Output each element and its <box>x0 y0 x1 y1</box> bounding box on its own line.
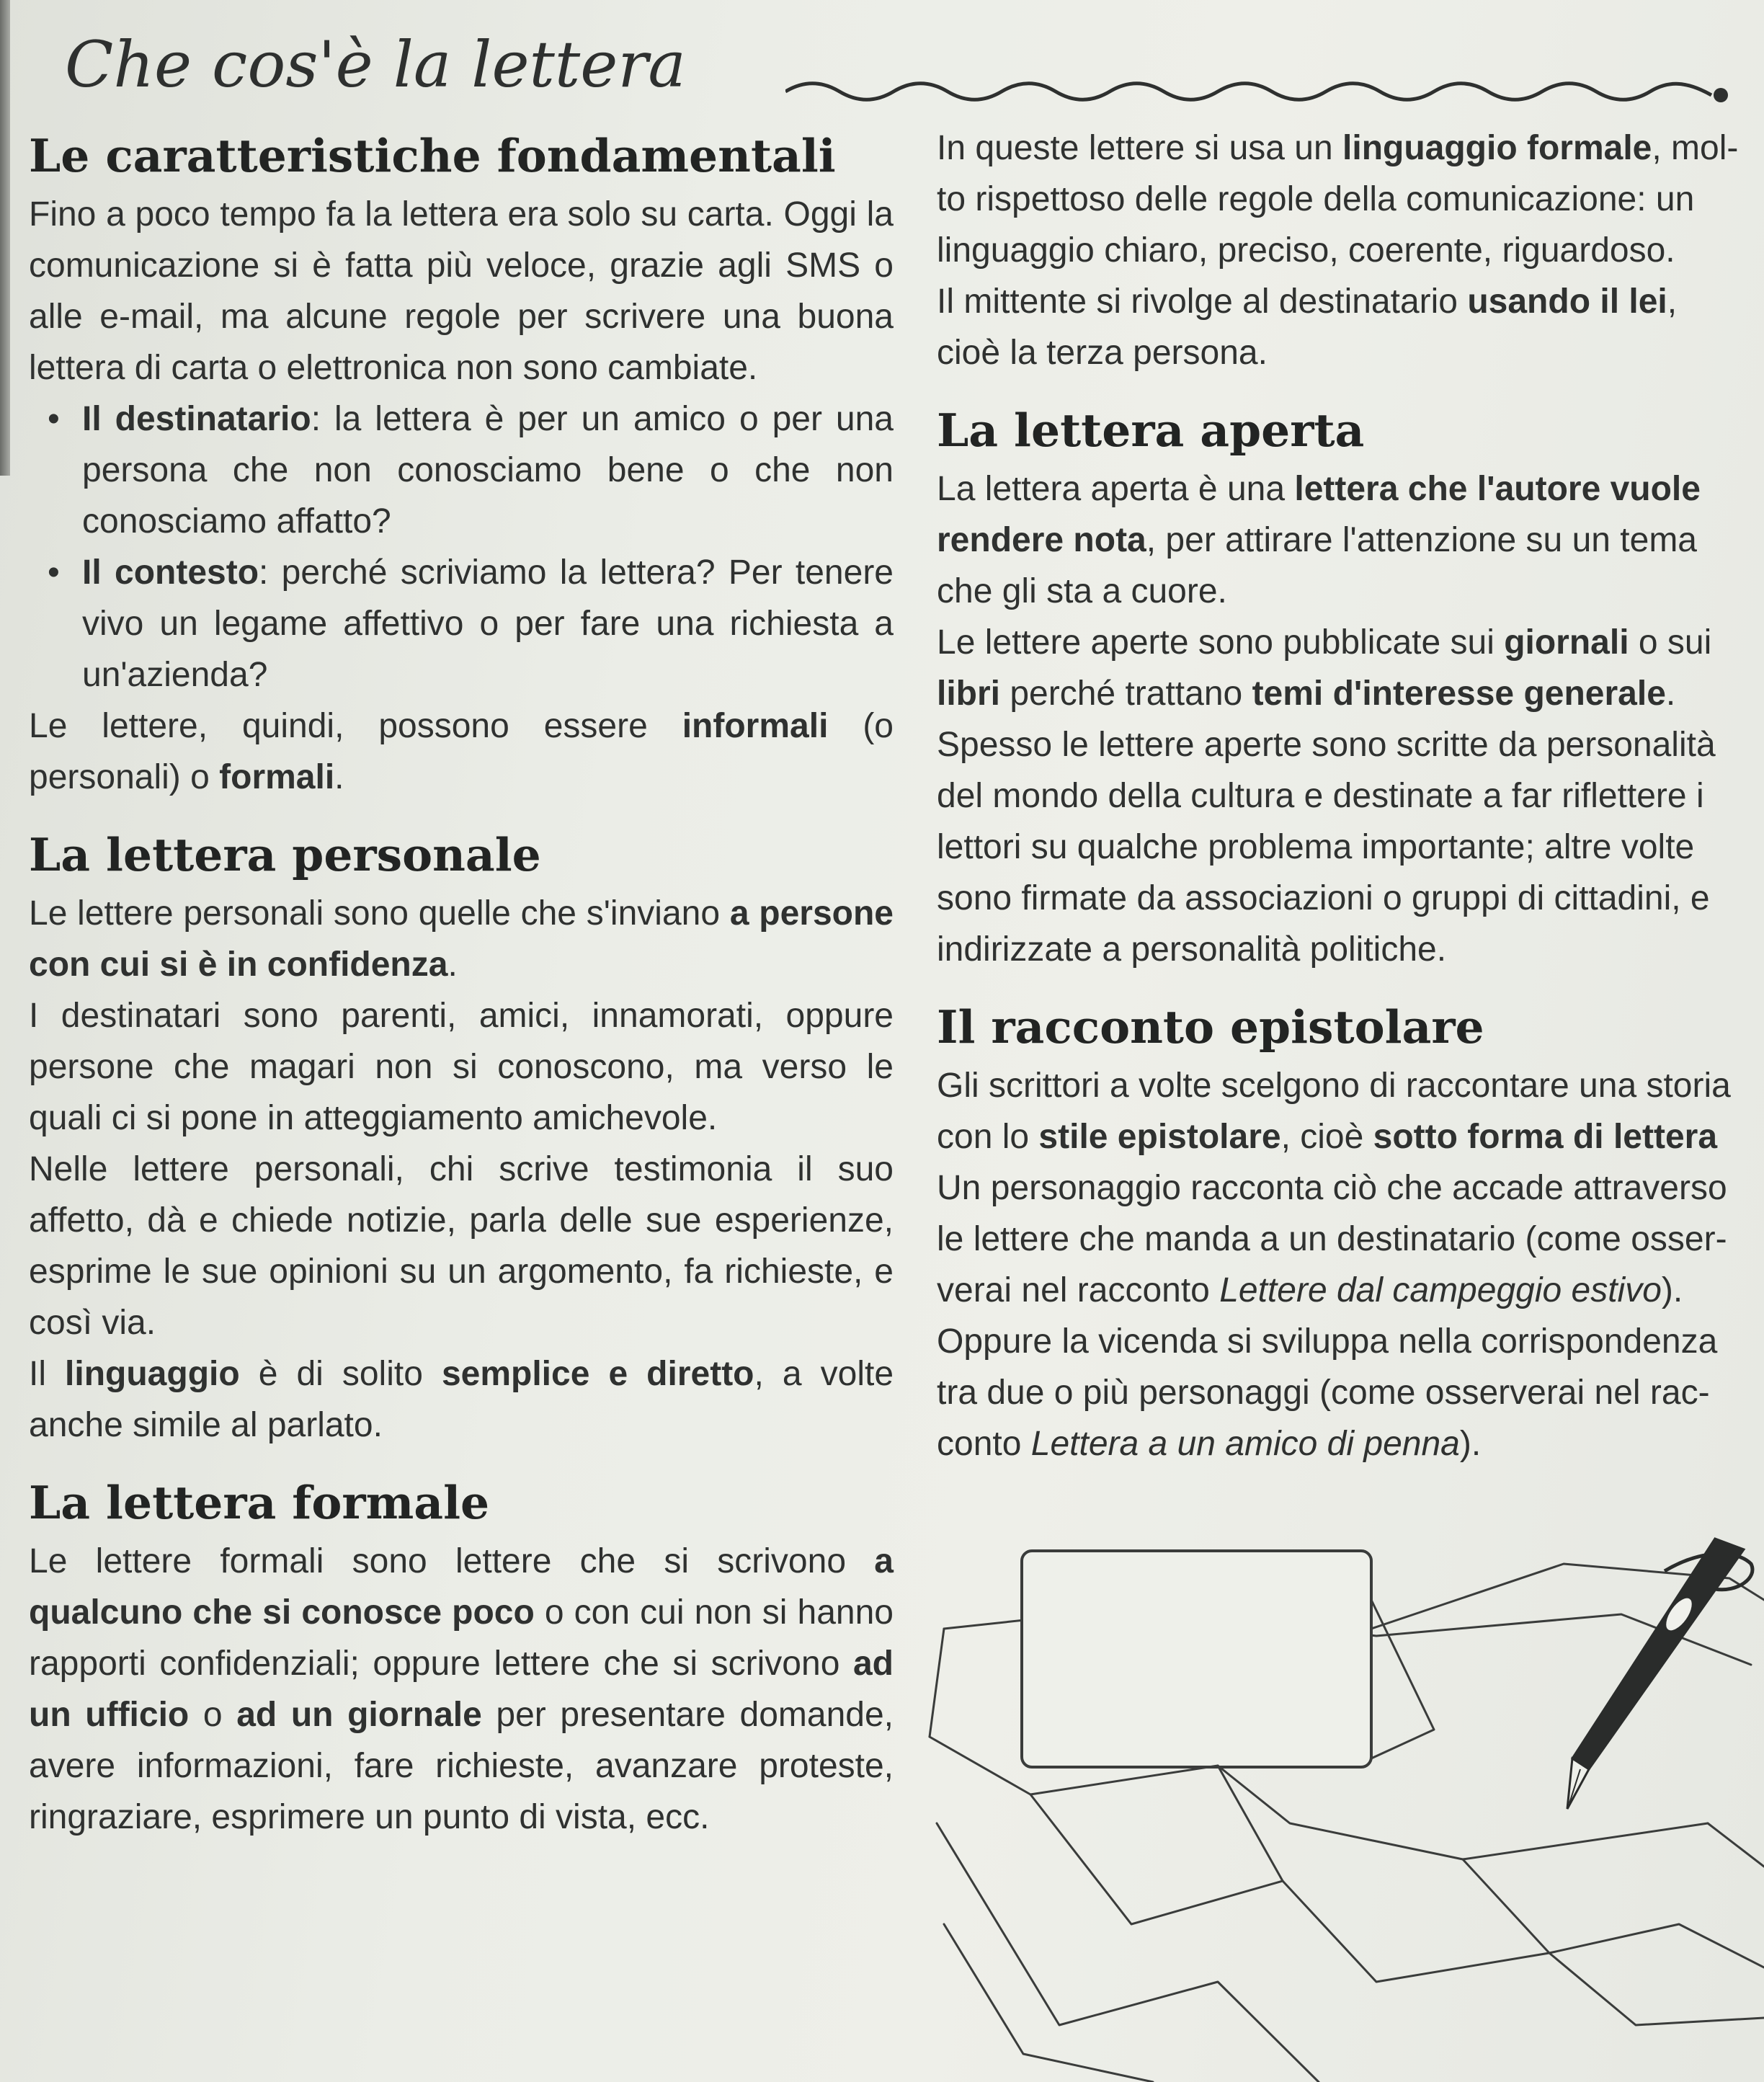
aperta-line-10: indirizzate a personalità politiche. <box>937 930 1447 969</box>
page-title: Che cos'è la lettera <box>65 27 686 102</box>
bullet-contesto-term: Il contesto <box>82 553 259 592</box>
section-aperta <box>937 397 1764 975</box>
text-run: ). <box>1661 1271 1683 1309</box>
bold-term: sotto forma di lettera <box>1373 1118 1718 1156</box>
bold-term: rendere nota <box>937 521 1146 559</box>
page-title-area <box>65 14 1751 115</box>
bold-term: informali <box>682 707 829 745</box>
text-run: In queste lettere si usa un <box>937 129 1343 167</box>
text-run: Le lettere formali sono lettere che si scrivono <box>29 1542 875 1580</box>
text-run: . <box>334 758 344 796</box>
aperta-line-5 <box>937 668 1764 719</box>
heading-epistolare: Il racconto epistolare <box>937 1000 1484 1054</box>
section-epistolare <box>937 994 1764 1469</box>
heading-aperta: La lettera aperta <box>937 404 1365 457</box>
paragraph-personale-2: I destinatari sono parenti, amici, innamorati, oppure persone che magari non si conoscono, ma verso le quali ci si pone in atteggiamento amichevole. <box>29 997 894 1137</box>
text-run: perché trattano <box>1000 675 1252 713</box>
epistolare-line-2 <box>937 1111 1764 1162</box>
bold-term: stile epistolare <box>1038 1118 1281 1156</box>
epistolare-line-7: tra due o più personaggi (come osserverai nel rac- <box>937 1374 1710 1412</box>
text-run: Le lettere aperte sono pubblicate sui <box>937 623 1505 662</box>
bullet-destinatario <box>82 393 894 547</box>
bullet-contesto-text: : perché scriviamo la lettera? Per tenere vivo un legame affettivo o per fare una richiesta a un'azienda? <box>82 553 894 694</box>
text-run: (o personali) o <box>29 707 894 796</box>
formale-line-4 <box>937 276 1764 327</box>
paragraph-personale-4 <box>29 1348 894 1451</box>
section-personale <box>29 822 894 1451</box>
envelope-pen-illustration <box>915 1521 1764 2082</box>
formale-line-5: cioè la terza persona. <box>937 334 1268 372</box>
formale-line-2: to rispettoso delle regole della comunicazione: un <box>937 180 1695 218</box>
text-run: o con cui non si hanno rapporti confidenziali; oppure lettere che si scrivono <box>29 1593 894 1683</box>
text-run: , cioè <box>1280 1118 1373 1156</box>
text-run: per presentare domande, avere informazioni, fare richieste, avanzare proteste, ringraziare, esprimere un punto di vista, ecc. <box>29 1696 894 1836</box>
text-run: conto <box>937 1425 1031 1463</box>
aperta-line-6: Spesso le lettere aperte sono scritte da personalità <box>937 726 1716 764</box>
text-run: Le lettere, quindi, possono essere <box>29 707 682 745</box>
text-run: verai nel racconto <box>937 1271 1220 1309</box>
bullet-list <box>29 393 894 700</box>
epistolare-line-6: Oppure la vicenda si sviluppa nella corrispondenza <box>937 1322 1718 1361</box>
bold-term: formali <box>219 758 335 796</box>
bold-term: linguaggio formale <box>1342 129 1652 167</box>
aperta-line-3: che gli sta a cuore. <box>937 572 1227 610</box>
bold-term: usando il lei <box>1467 283 1667 321</box>
bold-term: giornali <box>1504 623 1629 662</box>
bold-term: lettera che l'autore vuole <box>1294 470 1701 508</box>
bold-term: linguaggio <box>65 1355 240 1393</box>
decorative-wavy-line <box>785 59 1744 117</box>
text-run: La lettera aperta è una <box>937 470 1295 508</box>
epistolare-line-4: le lettere che manda a un destinatario (come osser- <box>937 1220 1727 1258</box>
text-run: ). <box>1459 1425 1482 1463</box>
epistolare-line-1: Gli scrittori a volte scelgono di raccontare una storia <box>937 1067 1731 1105</box>
text-run: . <box>447 946 458 984</box>
page-binding-shadow <box>0 0 10 476</box>
bold-term: temi d'interesse generale <box>1252 675 1666 713</box>
paragraph-personale-1 <box>29 888 894 990</box>
text-run: Le lettere personali sono quelle che s'inviano <box>29 894 730 933</box>
text-run: è di solito <box>239 1355 442 1393</box>
text-run: o sui <box>1629 623 1712 662</box>
aperta-line-2 <box>937 515 1764 566</box>
section-formale <box>29 1469 894 1843</box>
bold-term: ad un giornale <box>236 1696 482 1734</box>
text-run: o <box>189 1696 237 1734</box>
text-run: , a volte anche simile al parlato. <box>29 1355 894 1444</box>
paragraph-conclusion <box>29 700 894 803</box>
aperta-line-9: sono firmate da associazioni o gruppi di cittadini, e <box>937 879 1710 917</box>
epistolare-line-8 <box>937 1418 1764 1469</box>
heading-caratteristiche: Le caratteristiche fondamentali <box>29 129 836 182</box>
text-run: con lo <box>937 1118 1039 1156</box>
aperta-line-1 <box>937 463 1764 515</box>
text-run: , mol- <box>1652 129 1739 167</box>
bold-term: semplice e diretto <box>441 1355 754 1393</box>
fountain-pen-icon <box>1567 1539 1752 1809</box>
section-formale-continued <box>937 123 1764 378</box>
bold-term: ad un ufficio <box>29 1645 894 1734</box>
aperta-line-7: del mondo della cultura e destinate a far riflettere i <box>937 777 1704 815</box>
heading-formale: La lettera formale <box>29 1476 490 1529</box>
bold-term: a persone con cui si è in confidenza <box>29 894 894 984</box>
bullet-contesto <box>82 547 894 700</box>
formale-line-3: linguaggio chiaro, preciso, coerente, riguardoso. <box>937 231 1675 270</box>
text-run: , <box>1667 283 1678 321</box>
bullet-destinatario-text: : la lettera è per un amico o per una persona che non conosciamo bene o che non conosciamo affatto? <box>82 400 894 540</box>
aperta-line-8: lettori su qualche problema importante; altre volte <box>937 828 1695 866</box>
formale-line-1 <box>937 123 1764 174</box>
epistolare-line-3: Un personaggio racconta ciò che accade attraverso <box>937 1169 1727 1207</box>
bold-term: libri <box>937 675 1001 713</box>
aperta-line-4 <box>937 617 1764 668</box>
paragraph-intro: Fino a poco tempo fa la lettera era solo su carta. Oggi la comunicazione si è fatta più veloce, grazie agli SMS o alle e-mail, ma alcune regole per scrivere una buona lettera di carta o elettronica non sono cambiate. <box>29 195 894 387</box>
italic-title: Lettere dal campeggio estivo <box>1219 1271 1662 1309</box>
text-run: Il mittente si rivolge al destinatario <box>937 283 1468 321</box>
bold-term: a qualcuno che si conosce poco <box>29 1542 894 1632</box>
paragraph-formale <box>29 1536 894 1843</box>
italic-title: Lettera a un amico di penna <box>1030 1425 1460 1463</box>
epistolare-line-5 <box>937 1265 1764 1316</box>
text-run: . <box>1665 675 1676 713</box>
right-column <box>937 123 1764 1469</box>
heading-personale: La lettera personale <box>29 828 541 881</box>
bullet-destinatario-term: Il destinatario <box>82 400 311 438</box>
text-run: , per attirare l'attenzione su un tema <box>1146 521 1697 559</box>
section-caratteristiche <box>29 123 894 803</box>
text-run: Il <box>29 1355 66 1393</box>
left-column <box>29 123 894 1843</box>
paragraph-personale-3: Nelle lettere personali, chi scrive testimonia il suo affetto, dà e chiede notizie, parla delle sue esperienze, esprime le sue opinioni su un argomento, fa richieste, e così via. <box>29 1150 894 1342</box>
